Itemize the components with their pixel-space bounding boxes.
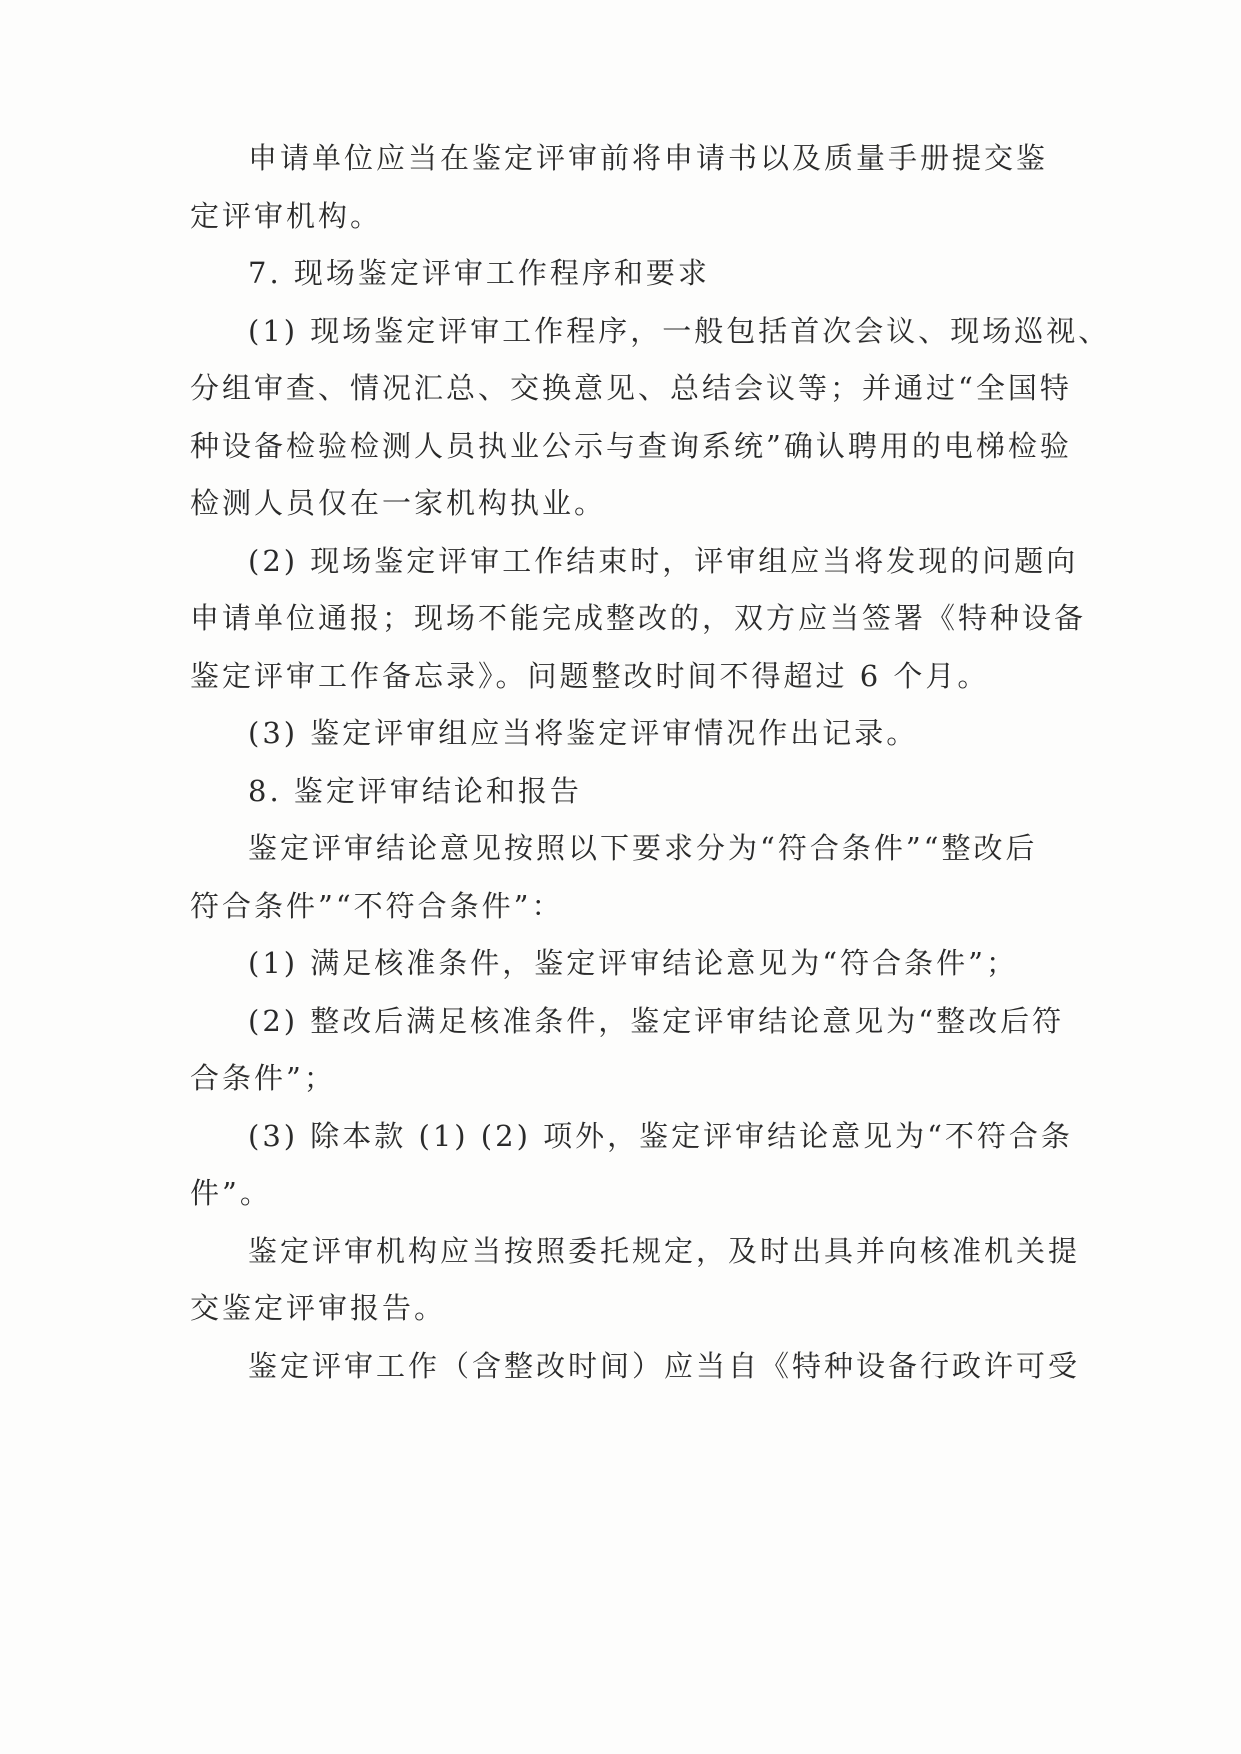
text-line: 申请单位通报；现场不能完成整改的，双方应当签署《特种设备: [190, 601, 1087, 635]
text-line: 件”。: [190, 1176, 272, 1210]
text-line: 定评审机构。: [190, 198, 383, 233]
text-line: (2) 整改后满足核准条件，鉴定评审结论意见为“整改后符: [248, 1003, 1065, 1038]
text-line: 检测人员仅在一家机构执业。: [190, 486, 607, 520]
text-line: 种设备检验检测人员执业公示与查询系统”确认聘用的电梯检验: [190, 428, 1072, 463]
text-line: (3) 除本款 (1) (2) 项外，鉴定评审结论意见为“不符合条: [248, 1118, 1073, 1153]
text-line: 合条件”；: [190, 1061, 336, 1095]
text-line: 鉴定评审工作（含整改时间）应当自《特种设备行政许可受: [248, 1348, 1081, 1383]
document-body: [190, 130, 1111, 1395]
section-heading: 8. 鉴定评审结论和报告: [248, 773, 582, 808]
text-line: 符合条件”“不符合条件”：: [190, 888, 564, 923]
text-line: 鉴定评审工作备忘录》。问题整改时间不得超过 6 个月。: [190, 658, 990, 693]
text-line: 鉴定评审结论意见按照以下要求分为“符合条件”“整改后: [248, 831, 1038, 865]
text-line: (3) 鉴定评审组应当将鉴定评审情况作出记录。: [248, 716, 919, 750]
text-line: (1) 满足核准条件，鉴定评审结论意见为“符合条件”；: [248, 946, 1018, 980]
text-line: 申请单位应当在鉴定评审前将申请书以及质量手册提交鉴: [248, 141, 1049, 175]
text-line: 鉴定评审机构应当按照委托规定，及时出具并向核准机关提: [248, 1233, 1081, 1268]
text-line: 分组审查、情况汇总、交换意见、总结会议等；并通过“全国特: [190, 371, 1072, 405]
text-line: 交鉴定评审报告。: [190, 1291, 447, 1325]
section-heading: 7. 现场鉴定评审工作程序和要求: [248, 256, 710, 290]
text-line: (1) 现场鉴定评审工作程序，一般包括首次会议、现场巡视、: [248, 313, 1111, 348]
text-line: (2) 现场鉴定评审工作结束时，评审组应当将发现的问题向: [248, 543, 1079, 578]
